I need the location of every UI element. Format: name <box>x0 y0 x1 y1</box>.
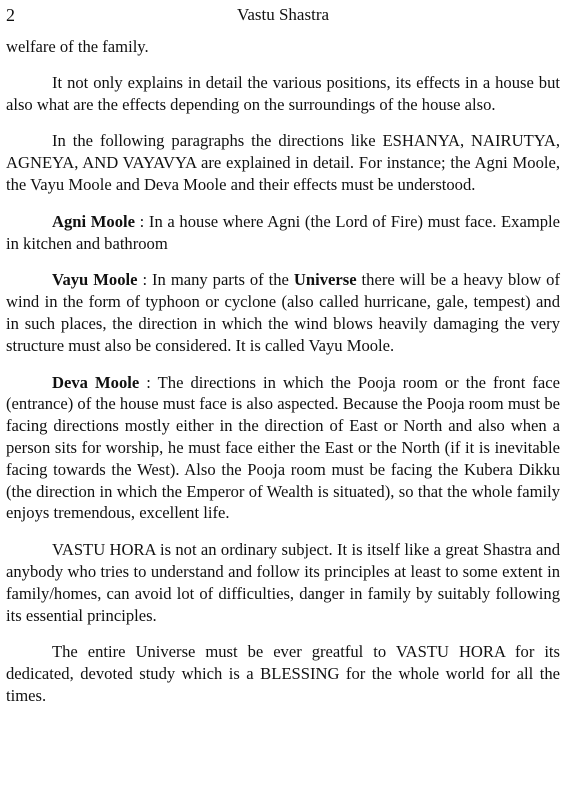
paragraph-agni-moole <box>6 211 560 255</box>
term-universe: Universe <box>293 270 357 290</box>
paragraph-deva-moole <box>6 372 560 525</box>
paragraph-closing: The entire Universe must be ever greatful to VASTU HORA for its dedicated, devoted study which is a BLESSING for the whole world for all the times. <box>6 642 560 705</box>
term-deva-moole: Deva Moole <box>52 372 140 392</box>
vayu-moole-text-a: : In many parts of the <box>137 270 294 290</box>
page-number: 2 <box>6 5 15 25</box>
paragraph-continuation: welfare of the family. <box>6 37 149 56</box>
agni-moole-text: : In a house where Agni (the Lord of Fire) must face. Example in kitchen and bathroom <box>6 211 561 253</box>
running-title: Vastu Shastra <box>236 5 330 24</box>
body-text <box>6 36 560 722</box>
paragraph-intro: It not only explains in detail the various positions, its effects in a house but also what are the effects depending on the surroundings of the house also. <box>6 72 560 114</box>
page-header <box>6 4 560 26</box>
paragraph-vayu-moole <box>6 269 560 356</box>
term-agni-moole: Agni Moole <box>52 211 136 231</box>
paragraph-vastu-hora: VASTU HORA is not an ordinary subject. It is itself like a great Shastra and anybody who tries to understand and follow its principles at least to some extent in family/homes, can avoid lot of difficulties, danger in family by suitably following its essential principles. <box>6 540 560 625</box>
paragraph-directions: In the following paragraphs the directions like ESHANYA, NAIRUTYA, AGNEYA, AND VAYAVYA are explained in detail. For instance; the Agni Moole, the Vayu Moole and Deva Moole and their effects must be understood. <box>6 131 560 194</box>
term-vayu-moole: Vayu Moole <box>52 270 138 290</box>
deva-moole-text: : The directions in which the Pooja room or the front face (entrance) of the house must face is also aspected. Because the Pooja room must be facing directions mostly either in the direction of East or North and also when a person sits for worship, he must face either the East or the North (if it is inevitable facing towards the West). Also the Pooja room must be facing the Kubera Dikku (the direction in which the Emperor of Wealth is situated), so that the whole family enjoys tremendous, excellent life. <box>6 372 560 523</box>
vayu-moole-text-b: there will be a heavy blow of wind in the form of typhoon or cyclone (also called hurricane, gale, tempest) and in such places, the direction in which the wind blows heavily damaging the very structure must also be considered. It is called Vayu Moole. <box>6 270 560 355</box>
